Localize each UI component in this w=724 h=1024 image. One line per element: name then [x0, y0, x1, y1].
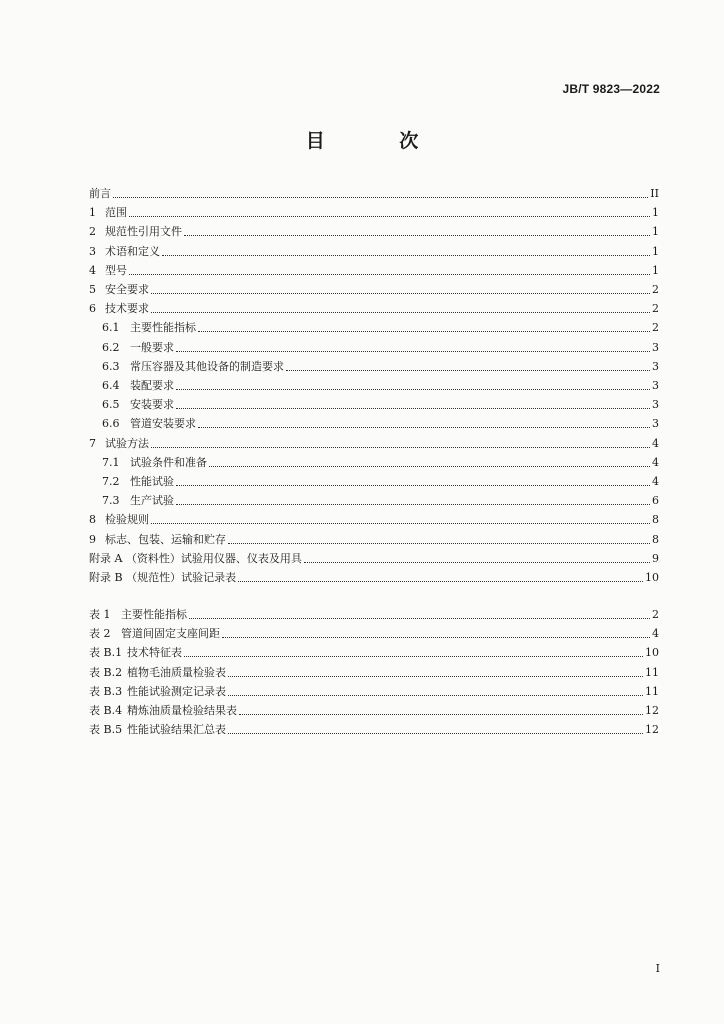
dot-leader [184, 235, 650, 236]
toc-entry[interactable] [89, 394, 659, 412]
dot-leader [228, 695, 643, 696]
toc-entry-number: 7.2 [102, 475, 120, 488]
tables-entry[interactable] [89, 604, 659, 622]
dot-leader [198, 427, 650, 428]
toc-entry-page: 3 [652, 379, 659, 392]
page-number: I [655, 962, 660, 975]
dot-leader [151, 523, 650, 524]
page-title: 目 次 [305, 130, 453, 152]
toc-entry-page: 8 [652, 532, 659, 546]
toc-entry-page: 9 [652, 551, 659, 565]
toc-entry-number: 6.1 [102, 321, 120, 335]
tables-entry-title: 主要性能指标 [121, 608, 187, 621]
toc-entry[interactable] [89, 337, 659, 355]
toc-entry-page: 3 [652, 359, 659, 373]
tables-entry[interactable] [89, 642, 659, 660]
toc-entry-page: 3 [652, 398, 659, 412]
tables-entry-title: 精炼油质量检验结果表 [127, 704, 237, 717]
dot-leader [151, 293, 650, 294]
toc-entry-page: 2 [652, 283, 659, 296]
toc-entry[interactable] [89, 279, 659, 297]
toc-entry-number: 7.1 [102, 455, 120, 469]
toc-entry-title: 安全要求 [105, 283, 149, 296]
tables-entry-number: 表 2 [89, 627, 111, 641]
toc-entry-title: 主要性能指标 [130, 321, 196, 335]
tables-entry[interactable] [89, 681, 659, 699]
toc-entry-number: 1 [89, 206, 96, 220]
toc-entry-page: 10 [645, 571, 659, 584]
dot-leader [162, 255, 650, 256]
toc-entry-page: 8 [652, 513, 659, 527]
toc-entry-title: 试验方法 [105, 436, 149, 450]
toc-entry-title: 性能试验 [130, 475, 174, 488]
toc-entry-page: 4 [652, 475, 659, 488]
dot-leader [129, 274, 650, 275]
tables-entry-page: 4 [652, 627, 659, 641]
tables-entry-number: 表 B.3 [89, 684, 123, 698]
dot-leader [176, 389, 650, 390]
tables-entry[interactable] [89, 623, 659, 641]
toc-entry-number: 6.6 [102, 417, 120, 431]
toc-entry-number: 7 [89, 436, 96, 450]
tables-entry-title: 技术特征表 [127, 646, 182, 660]
tables-entry-number: 表 1 [89, 608, 111, 621]
toc-entry[interactable] [89, 490, 659, 508]
toc-entry[interactable] [89, 183, 659, 201]
toc-entry-title: 标志、包装、运输和贮存 [105, 532, 226, 546]
dot-leader [176, 504, 650, 505]
toc-entry-title: 试验条件和准备 [130, 455, 207, 469]
toc-entry[interactable] [89, 260, 659, 278]
toc-entry-page: 3 [652, 340, 659, 354]
toc-entry[interactable] [89, 509, 659, 527]
dot-leader [184, 656, 643, 657]
toc-entry[interactable] [89, 452, 659, 470]
toc-entry[interactable] [89, 221, 659, 239]
toc-entry-number: 2 [89, 225, 96, 239]
toc-entry-page: 4 [652, 436, 659, 450]
dot-leader [176, 351, 650, 352]
toc-entry-title: 一般要求 [130, 340, 174, 354]
tables-entry-title: 性能试验结果汇总表 [127, 723, 226, 737]
toc-entry[interactable] [89, 413, 659, 431]
toc-entry-page: 3 [652, 417, 659, 431]
dot-leader [239, 714, 643, 715]
toc-entry-title: 规范性引用文件 [105, 225, 182, 239]
toc-entry-title: 术语和定义 [105, 244, 160, 258]
toc-entry[interactable] [89, 433, 659, 451]
toc-entry-number: 8 [89, 513, 96, 527]
dot-leader [176, 485, 650, 486]
dot-leader [176, 408, 650, 409]
toc-entry[interactable] [89, 317, 659, 335]
tables-entry-title: 性能试验测定记录表 [127, 684, 226, 698]
toc-entry-page: 1 [652, 263, 659, 277]
toc-entry-page: 2 [652, 321, 659, 335]
dot-leader [189, 618, 650, 619]
standard-code: JB/T 9823—2022 [562, 82, 660, 96]
dot-leader [113, 197, 648, 198]
toc-entry-title: 技术要求 [105, 302, 149, 316]
toc-entry-number: 6.3 [102, 359, 120, 373]
tables-entry-number: 表 B.2 [89, 665, 123, 679]
tables-entry[interactable] [89, 700, 659, 718]
toc-entry[interactable] [89, 298, 659, 316]
toc-entry-page: 1 [652, 206, 659, 220]
tables-entry-page: 12 [645, 723, 659, 737]
toc-entry-page: 1 [652, 225, 659, 239]
tables-entry-number: 表 B.5 [89, 723, 123, 737]
dot-leader [228, 543, 650, 544]
dot-leader [129, 216, 650, 217]
tables-entry-title: 管道间固定支座间距 [121, 627, 220, 641]
toc-entry-title: 附录 A （资料性）试验用仪器、仪表及用具 [89, 551, 302, 565]
dot-leader [238, 581, 643, 582]
toc-entry-number: 9 [89, 532, 96, 546]
dot-leader [209, 466, 650, 467]
dot-leader [151, 447, 650, 448]
dot-leader [151, 312, 650, 313]
tables-entry-page: 12 [645, 704, 659, 717]
toc-entry-number: 4 [89, 263, 96, 277]
toc-entry[interactable] [89, 471, 659, 489]
toc-entry-title: 型号 [105, 263, 127, 277]
dot-leader [286, 370, 650, 371]
toc-entry[interactable] [89, 241, 659, 259]
toc-entry-number: 3 [89, 244, 96, 258]
tables-entry-number: 表 B.1 [89, 646, 123, 660]
toc-entry-number: 6 [89, 302, 96, 316]
toc-entry-title: 范围 [105, 206, 127, 220]
toc-entry-title: 前言 [89, 187, 111, 200]
toc-entry-title: 装配要求 [130, 379, 174, 392]
toc-entry-page: 6 [652, 494, 659, 508]
toc-entry-number: 6.4 [102, 379, 120, 392]
tables-entry-page: 10 [645, 646, 659, 660]
toc-entry-title: 管道安装要求 [130, 417, 196, 431]
toc-entry[interactable] [89, 529, 659, 547]
toc-entry[interactable] [89, 567, 659, 585]
tables-entry-page: 11 [645, 665, 659, 679]
toc-entry-title: 安装要求 [130, 398, 174, 412]
tables-entry-page: 2 [652, 608, 659, 621]
toc-entry-title: 常压容器及其他设备的制造要求 [130, 359, 284, 373]
tables-entry-title: 植物毛油质量检验表 [127, 665, 226, 679]
toc-entry[interactable] [89, 548, 659, 566]
toc-entry-page: 4 [652, 455, 659, 469]
tables-entry[interactable] [89, 719, 659, 737]
tables-entry-page: 11 [645, 684, 659, 698]
toc-entry[interactable] [89, 356, 659, 374]
toc-entry-page: II [650, 187, 659, 200]
dot-leader [228, 676, 643, 677]
toc-entry-number: 5 [89, 283, 96, 296]
toc-entry-title: 生产试验 [130, 494, 174, 508]
toc-entry-title: 检验规则 [105, 513, 149, 527]
dot-leader [198, 331, 650, 332]
toc-entry-page: 1 [652, 244, 659, 258]
toc-entry-number: 7.3 [102, 494, 120, 508]
toc-entry-title: 附录 B （规范性）试验记录表 [89, 571, 237, 584]
toc-entry[interactable] [89, 375, 659, 393]
dot-leader [222, 637, 650, 638]
toc-entry[interactable] [89, 202, 659, 220]
dot-leader [228, 733, 643, 734]
toc-entry-page: 2 [652, 302, 659, 316]
dot-leader [304, 562, 650, 563]
toc-entry-number: 6.2 [102, 340, 120, 354]
tables-entry-number: 表 B.4 [89, 704, 123, 717]
tables-entry[interactable] [89, 662, 659, 680]
toc-entry-number: 6.5 [102, 398, 120, 412]
